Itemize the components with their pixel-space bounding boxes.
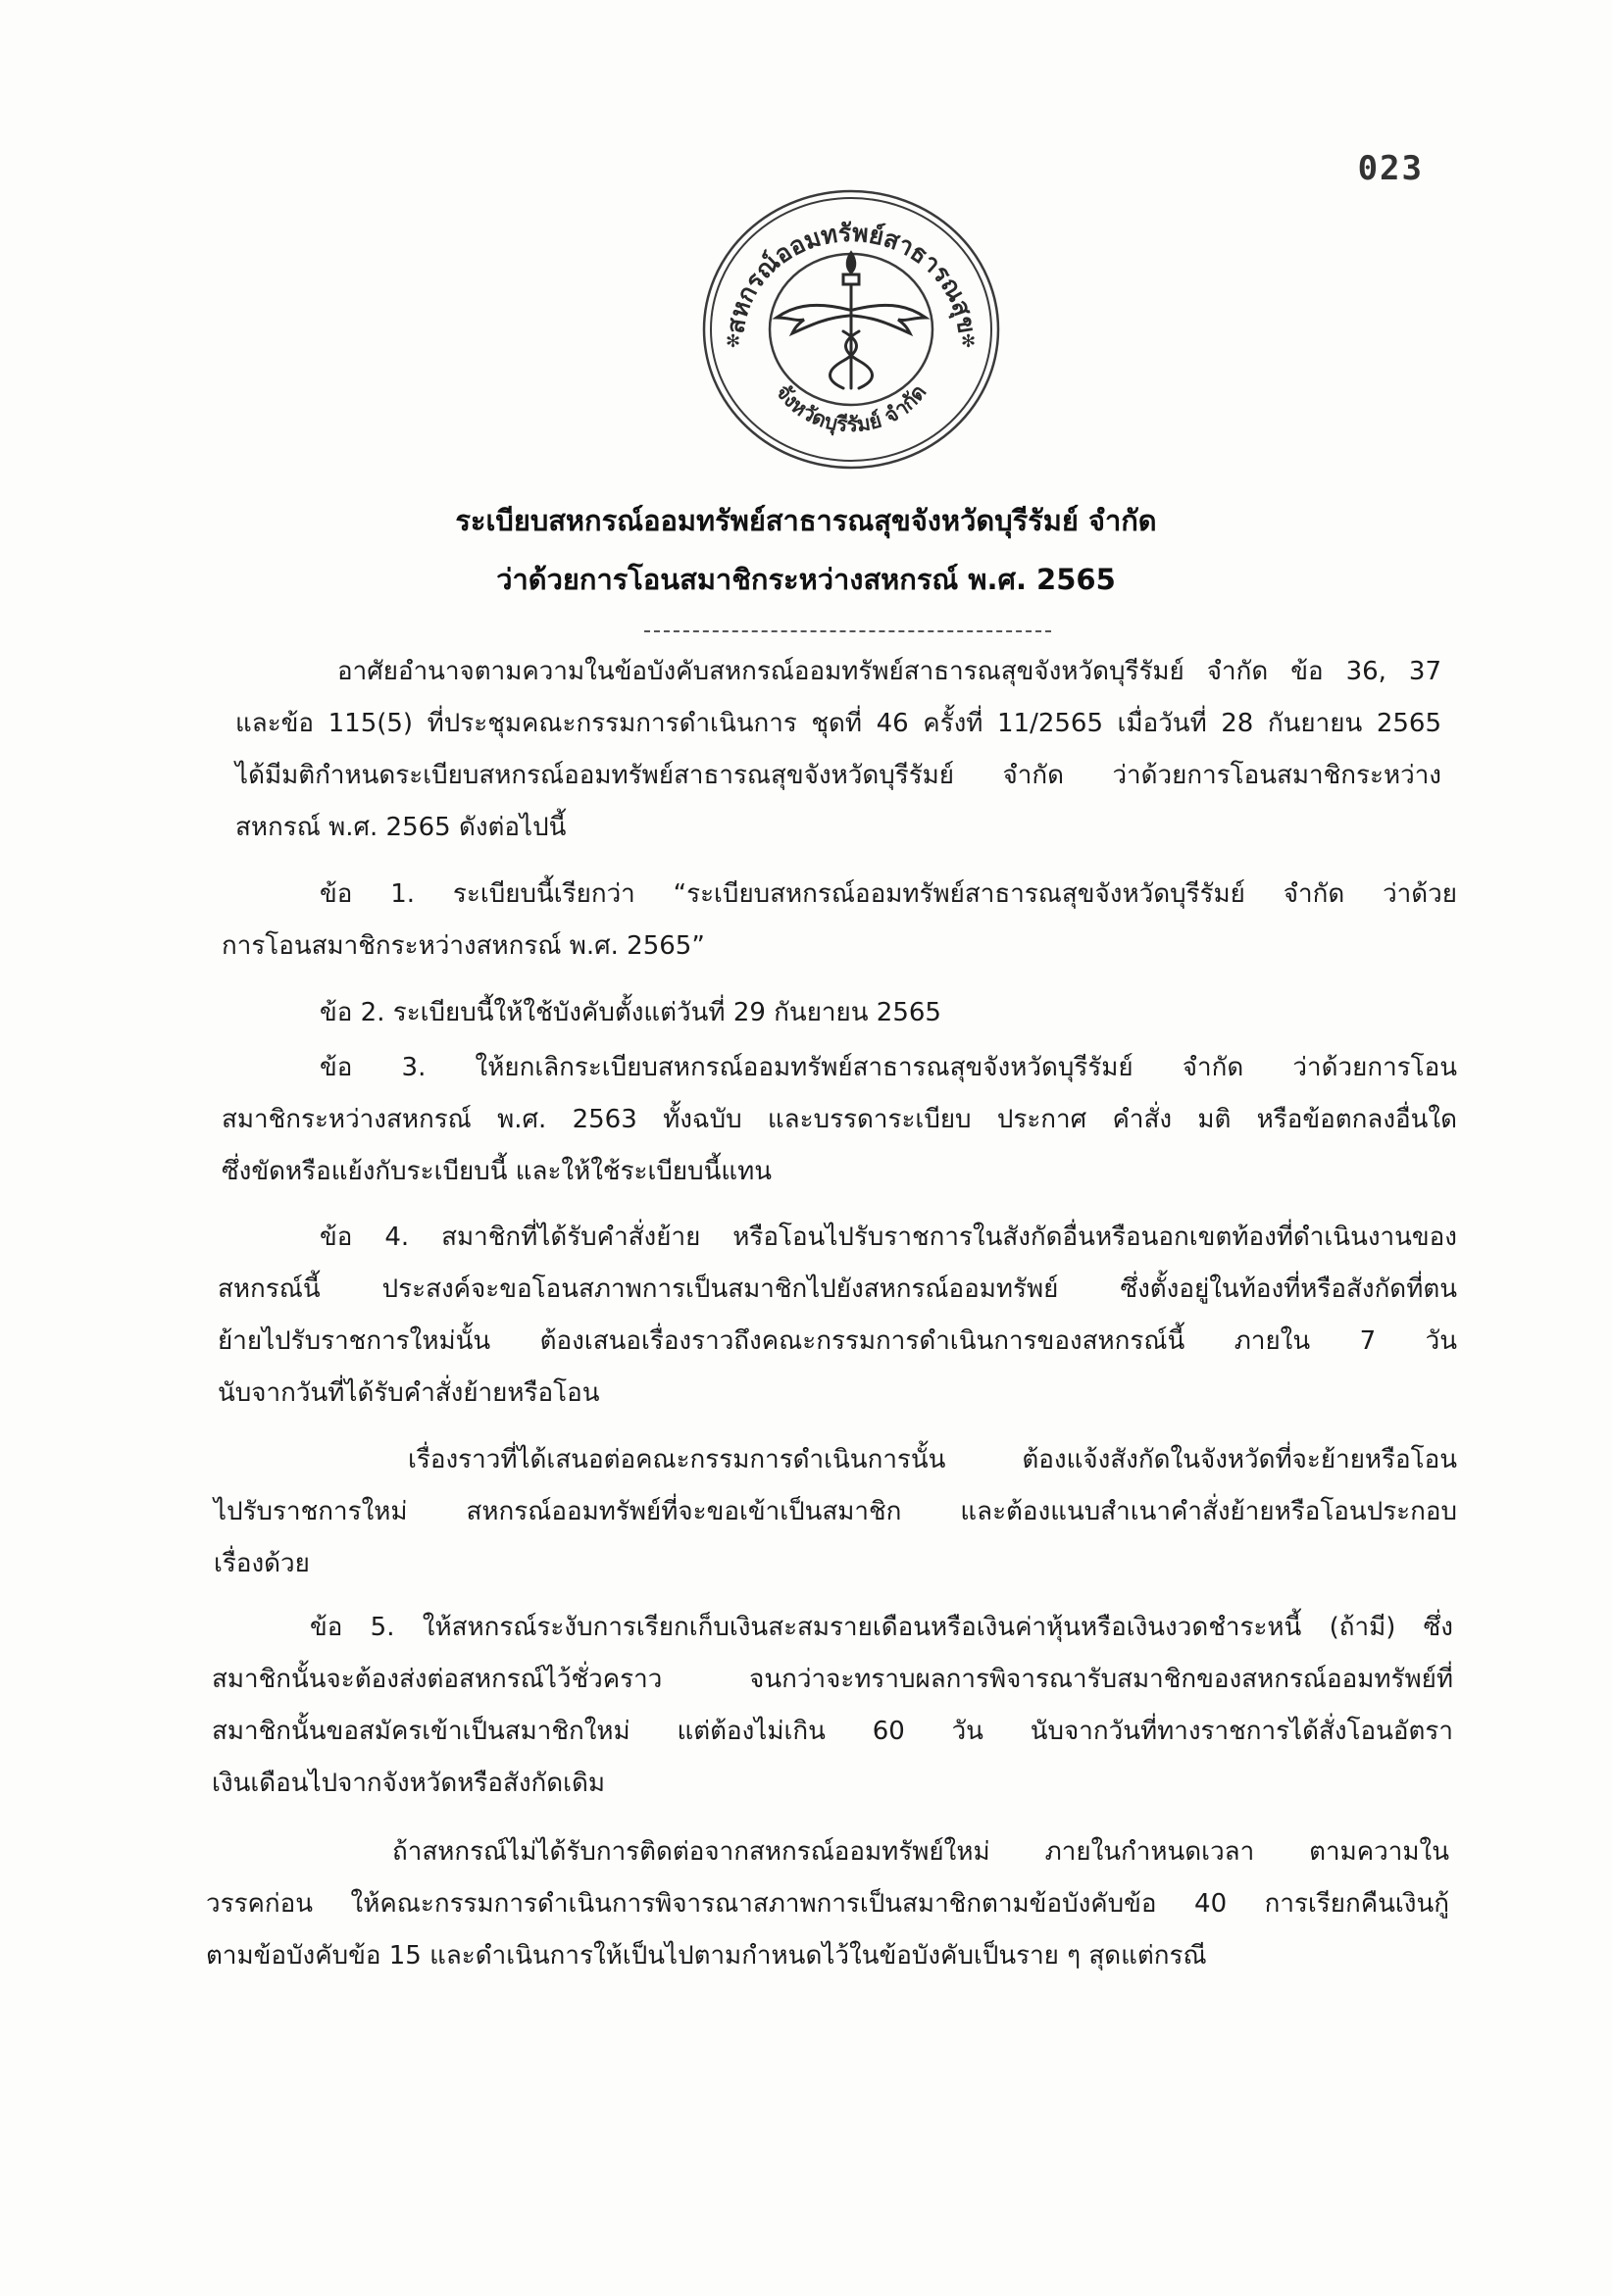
clause-line: ตามข้อบังคับข้อ 15 และดำเนินการให้เป็นไปตามกำหนดไว้ในข้อบังคับเป็นราย ๆ สุดแต่กรณี [206,1941,1207,1971]
clause-5-paragraph-2 [206,1826,1449,1982]
clause-line: วรรคก่อน ให้คณะกรรมการดำเนินการพิจารณาสภาพการเป็นสมาชิกตามข้อบังคับข้อ 40 การเรียกคืนเงินกู้ [206,1889,1449,1919]
clause-line: เงินเดือนไปจากจังหวัดหรือสังกัดเดิม [212,1769,606,1798]
clause-line: สมาชิกนั้นขอสมัครเข้าเป็นสมาชิกใหม่ แต่ต้องไม่เกิน 60 วัน นับจากวันที่ทางราชการได้สั่งโอนอัตรา [212,1717,1453,1746]
clause-line: การโอนสมาชิกระหว่างสหกรณ์ พ.ศ. 2565” [222,931,705,961]
clause-line: สมาชิกนั้นจะต้องส่งต่อสหกรณ์ไว้ชั่วคราว จนกว่าจะทราบผลการพิจารณารับสมาชิกของสหกรณ์ออมทรัพย์ที่ [212,1665,1453,1694]
clause-line: ไปรับราชการใหม่ สหกรณ์ออมทรัพย์ที่จะขอเข้าเป็นสมาชิก และต้องแนบสำเนาคำสั่งย้ายหรือโอนประกอบ [214,1497,1457,1526]
seal-outer-text: สหกรณ์ออมทรัพย์สาธารณสุข [721,218,982,336]
clause-line: ถ้าสหกรณ์ไม่ได้รับการติดต่อจากสหกรณ์ออมทรัพย์ใหม่ ภายในกำหนดเวลา ตามความใน [392,1837,1449,1867]
clause-line: สมาชิกระหว่างสหกรณ์ พ.ศ. 2563 ทั้งฉบับ และบรรดาระเบียบ ประกาศ คำสั่ง มติ หรือข้อตกลงอื่นใด [222,1105,1457,1134]
preamble-line: สหกรณ์ พ.ศ. 2565 ดังต่อไปนี้ [235,813,567,842]
preamble-line: ได้มีมติกำหนดระเบียบสหกรณ์ออมทรัพย์สาธารณสุขจังหวัดบุรีรัมย์ จำกัด ว่าด้วยการโอนสมาชิกระหว่าง [235,761,1441,790]
svg-text:✻: ✻ [961,331,977,352]
preamble-line: อาศัยอำนาจตามความในข้อบังคับสหกรณ์ออมทรัพย์สาธารณสุขจังหวัดบุรีรัมย์ จำกัด ข้อ 36, 37 [337,657,1441,686]
document-subtitle: ว่าด้วยการโอนสมาชิกระหว่างสหกรณ์ พ.ศ. 2565 [496,563,1116,596]
clause-line: เรื่องด้วย [214,1549,310,1578]
preamble-line: และข้อ 115(5) ที่ประชุมคณะกรรมการดำเนินการ ชุดที่ 46 ครั้งที่ 11/2565 เมื่อวันที่ 28 กันยายน 2565 [235,709,1441,738]
clause-5 [212,1602,1453,1810]
clause-line: ซึ่งขัดหรือแย้งกับระเบียบนี้ และให้ใช้ระเบียบนี้แทน [222,1157,773,1186]
cooperative-seal [698,184,1004,474]
clause-line: นับจากวันที่ได้รับคำสั่งย้ายหรือโอน [218,1378,600,1408]
page-number: 023 [1357,149,1424,188]
seal-inner-text: จังหวัดบุรีรัมย์ จำกัด [771,379,932,437]
clause-2 [222,987,1457,1039]
clause-4-paragraph-2 [214,1434,1457,1590]
caduceus-emblem-icon [777,253,926,388]
clause-line: ข้อ 1. ระเบียบนี้เรียกว่า “ระเบียบสหกรณ์ออมทรัพย์สาธารณสุขจังหวัดบุรีรัมย์ จำกัด ว่าด้วย [320,879,1457,909]
clause-1 [222,869,1457,973]
clause-line: ข้อ 5. ให้สหกรณ์ระงับการเรียกเก็บเงินสะสมรายเดือนหรือเงินค่าหุ้นหรือเงินงวดชำระหนี้ (ถ้ามี) ซึ่ง [310,1613,1453,1642]
clause-4 [218,1212,1457,1420]
clause-line: เรื่องราวที่ได้เสนอต่อคณะกรรมการดำเนินการนั้น ต้องแจ้งสังกัดในจังหวัดที่จะย้ายหรือโอน [408,1445,1457,1474]
clause-line: สหกรณ์นี้ ประสงค์จะขอโอนสภาพการเป็นสมาชิกไปยังสหกรณ์ออมทรัพย์ ซึ่งตั้งอยู่ในท้องที่หรือสังกัดที่ตน [218,1274,1457,1304]
clause-3 [222,1042,1457,1198]
svg-text:✻: ✻ [726,331,741,352]
document-title: ระเบียบสหกรณ์ออมทรัพย์สาธารณสุขจังหวัดบุรีรัมย์ จำกัด [455,504,1157,537]
clause-line: ข้อ 2. ระเบียบนี้ให้ใช้บังคับตั้งแต่วันที่ 29 กันยายน 2565 [320,998,941,1027]
title-divider [644,630,1051,632]
preamble-paragraph [235,646,1441,854]
clause-line: ข้อ 4. สมาชิกที่ได้รับคำสั่งย้าย หรือโอนไปรับราชการในสังกัดอื่นหรือนอกเขตท้องที่ดำเนินงานของ [320,1223,1457,1252]
clause-line: ข้อ 3. ให้ยกเลิกระเบียบสหกรณ์ออมทรัพย์สาธารณสุขจังหวัดบุรีรัมย์ จำกัด ว่าด้วยการโอน [320,1053,1457,1082]
clause-line: ย้ายไปรับราชการใหม่นั้น ต้องเสนอเรื่องราวถึงคณะกรรมการดำเนินการของสหกรณ์นี้ ภายใน 7 วัน [218,1326,1457,1356]
